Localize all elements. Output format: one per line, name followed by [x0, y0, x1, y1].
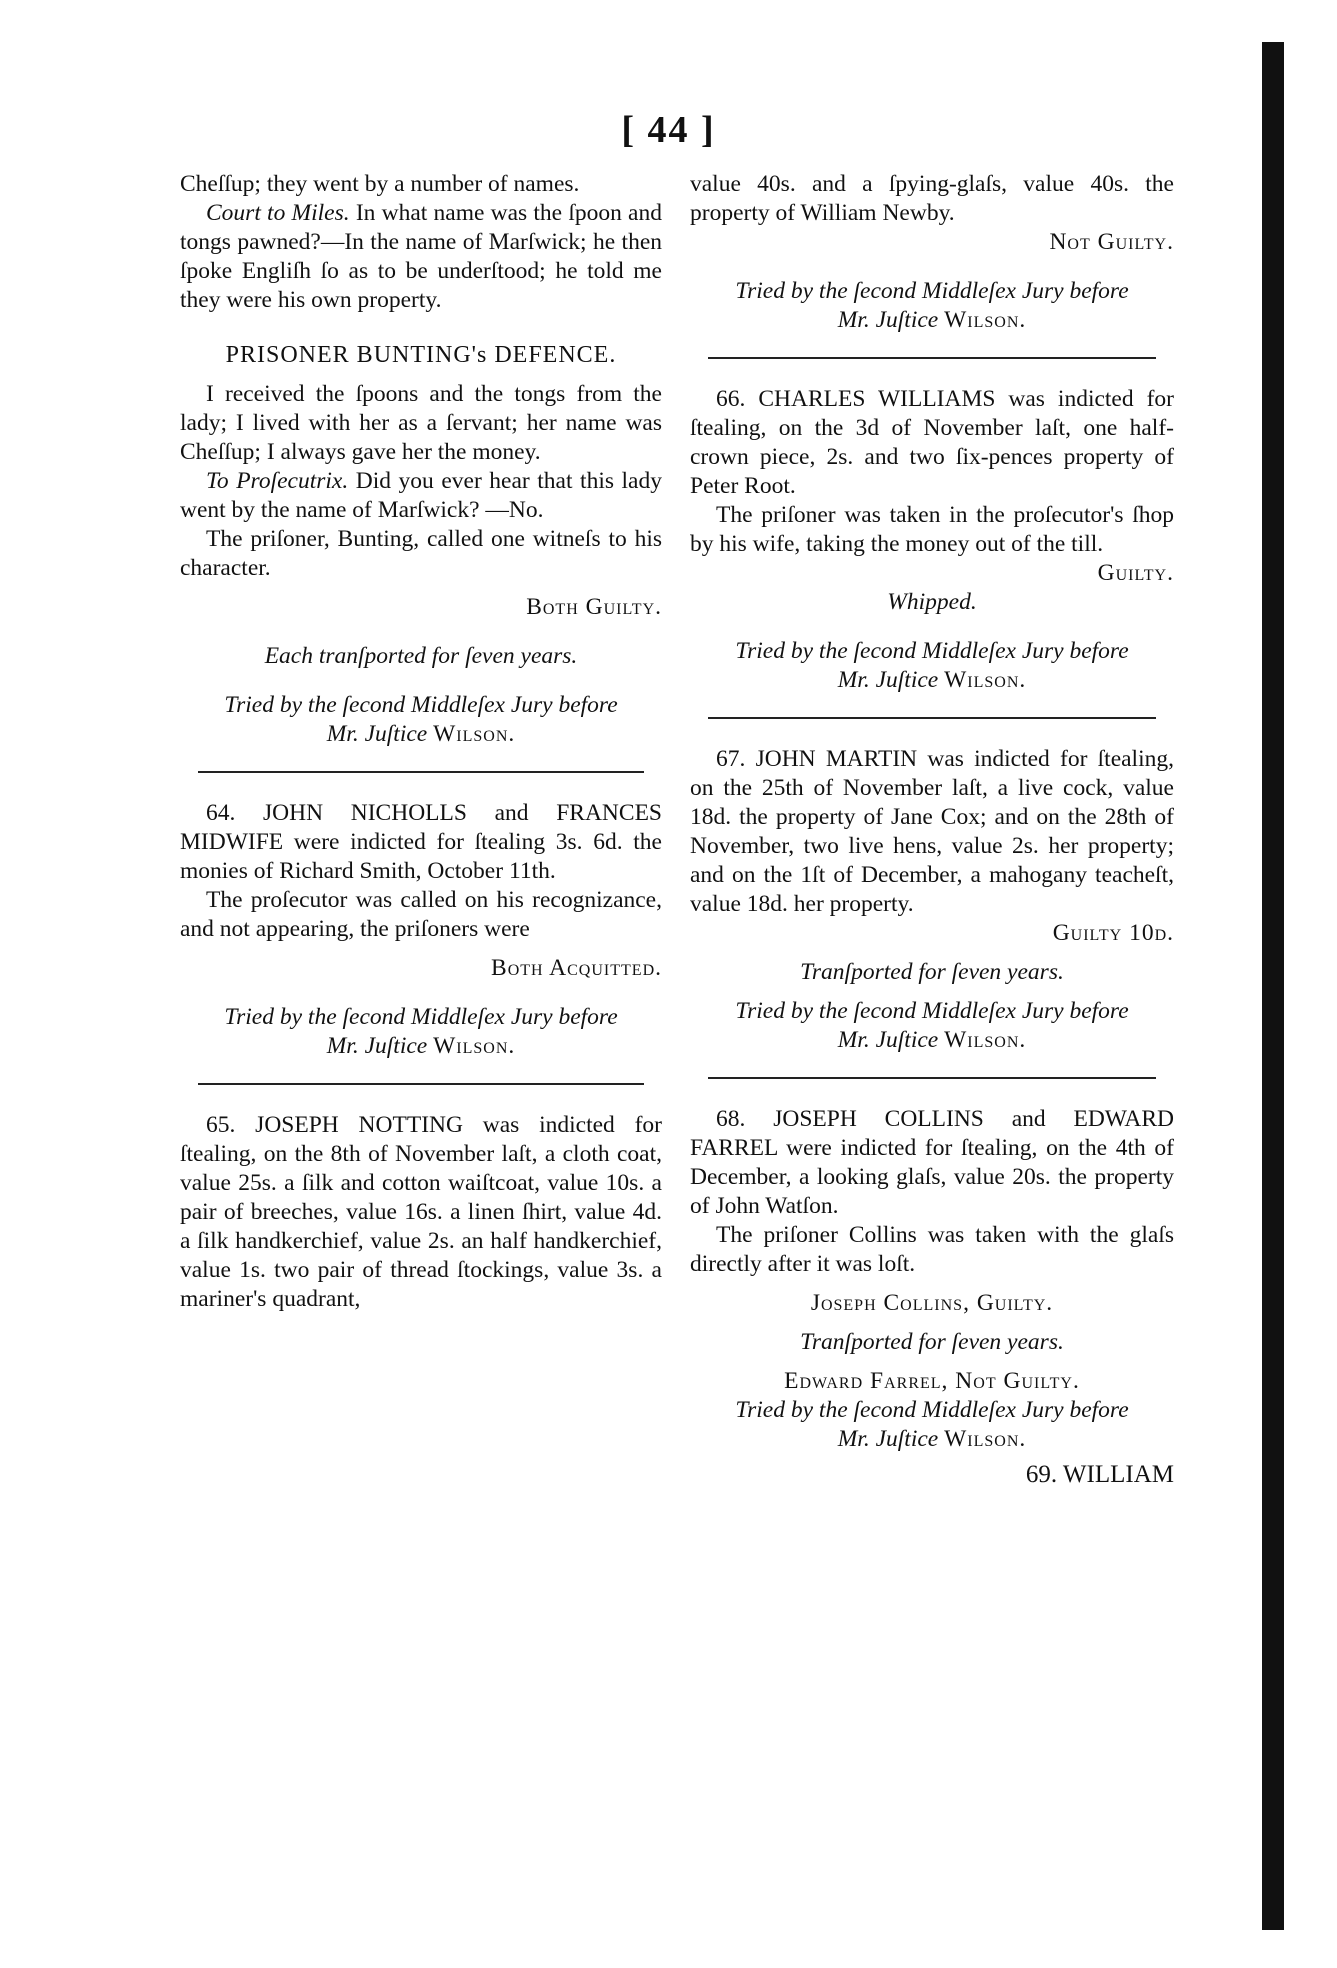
section-divider — [198, 1083, 644, 1085]
testimony-text: Did you ever hear that this lady went by the name of Marſwick? —No. — [180, 468, 662, 523]
left-paragraph-1: Cheſſup; they went by a number of names. — [180, 171, 580, 197]
tried-by-line-1: Tried by the ſecond Middleſex Jury before — [735, 638, 1129, 664]
case-66: 66. CHARLES WILLIAMS was indicted for ſtealing, on the 3d of November laſt, one half-crown piece, 2s. and two ſix-pences property of Peter Root. — [690, 386, 1174, 499]
tried-by-line-1: Tried by the ſecond Middleſex Jury before — [735, 998, 1129, 1024]
section-divider — [708, 357, 1156, 359]
sentence: Tranſported for ſeven years. — [800, 1329, 1064, 1355]
verdict: Not Guilty. — [1049, 229, 1174, 255]
defence-paragraph-1: I received the ſpoons and the tongs from the lady; I lived with her as a ſervant; her name was Cheſſup; I always gave her the money. — [180, 381, 662, 465]
verdict: Joseph Collins, Guilty. — [810, 1290, 1054, 1316]
defence-paragraph-2 — [180, 467, 662, 525]
tried-by-line-2: Mr. Juſtice Wilson. — [326, 721, 516, 747]
tried-by-line-2: Mr. Juſtice Wilson. — [837, 1426, 1027, 1452]
defence-heading: PRISONER BUNTING's DEFENCE. — [225, 342, 617, 368]
case-65: 65. JOSEPH NOTTING was indicted for ſtealing, on the 8th of November laſt, a cloth coat, value 25s. a ſilk and cotton waiſtcoat, value 10s. a pair of breeches, value 16s. a linen ſhirt, value 4d. a ſilk handkerchief, value 2s. an half handkerchief, value 1s. two pair of thread ſtockings, value 3s. a mariner's quadrant, — [180, 1112, 662, 1312]
sentence: Tranſported for ſeven years. — [800, 959, 1064, 985]
defence-paragraph-3: The priſoner, Bunting, called one witneſs to his character. — [180, 526, 662, 581]
verdict: Guilty 10d. — [1052, 920, 1174, 946]
section-divider — [708, 1077, 1156, 1079]
page-binding-edge — [1262, 42, 1284, 1930]
case-68-paragraph-2: The priſoner Collins was taken with the glaſs directly after it was loſt. — [690, 1222, 1174, 1277]
right-paragraph-1: value 40s. and a ſpying-glaſs, value 40s. the property of William Newby. — [690, 171, 1174, 226]
case-64-paragraph-2: The proſecutor was called on his recognizance, and not appearing, the priſoners were — [180, 887, 662, 942]
page-number: [ 44 ] — [621, 109, 716, 151]
case-67: 67. JOHN MARTIN was indicted for ſtealing, on the 25th of November laſt, a live cock, value 18d. the property of Jane Cox; and on the 28th of November, two live hens, value 2s. her property; and on the 1ſt of December, a mahogany teacheſt, value 18d. her property. — [690, 746, 1174, 917]
tried-by-line-2: Mr. Juſtice Wilson. — [837, 667, 1027, 693]
speaker-label: Court to Miles. — [206, 200, 350, 226]
tried-by-line-1: Tried by the ſecond Middleſex Jury before — [224, 1004, 618, 1030]
tried-by-line-1: Tried by the ſecond Middleſex Jury before — [735, 1397, 1129, 1423]
section-divider — [708, 717, 1156, 719]
tried-by-line-2: Mr. Juſtice Wilson. — [837, 307, 1027, 333]
speaker-label: To Proſecutrix. — [206, 468, 349, 494]
verdict: Both Acquitted. — [491, 955, 662, 981]
section-divider — [198, 771, 644, 773]
verdict: Edward Farrel, Not Guilty. — [784, 1368, 1080, 1394]
verdict: Both Guilty. — [526, 594, 662, 620]
tried-by-line-1: Tried by the ſecond Middleſex Jury before — [735, 278, 1129, 304]
tried-by-line-1: Tried by the ſecond Middleſex Jury before — [224, 692, 618, 718]
sentence: Each tranſported for ſeven years. — [264, 643, 578, 669]
verdict: Guilty. — [1097, 560, 1174, 586]
left-paragraph-2 — [180, 199, 662, 315]
testimony-text: In what name was the ſpoon and tongs pawned?—In the name of Marſwick; he then ſpoke Engliſh ſo as to be underſtood; he told me they were his own property. — [180, 200, 662, 313]
sentence: Whipped. — [887, 589, 977, 615]
catchword: 69. WILLIAM — [1025, 1461, 1174, 1488]
tried-by-line-2: Mr. Juſtice Wilson. — [326, 1033, 516, 1059]
case-66-paragraph-2: The priſoner was taken in the proſecutor's ſhop by his wife, taking the money out of the till. — [690, 502, 1174, 557]
case-64: 64. JOHN NICHOLLS and FRANCES MIDWIFE were indicted for ſtealing 3s. 6d. the monies of Richard Smith, October 11th. — [180, 800, 662, 884]
right-column — [690, 170, 1174, 1489]
left-column — [180, 170, 662, 1314]
case-68: 68. JOSEPH COLLINS and EDWARD FARREL were indicted for ſtealing, on the 4th of December, a looking glaſs, value 20s. the property of John Watſon. — [690, 1106, 1174, 1219]
tried-by-line-2: Mr. Juſtice Wilson. — [837, 1027, 1027, 1053]
